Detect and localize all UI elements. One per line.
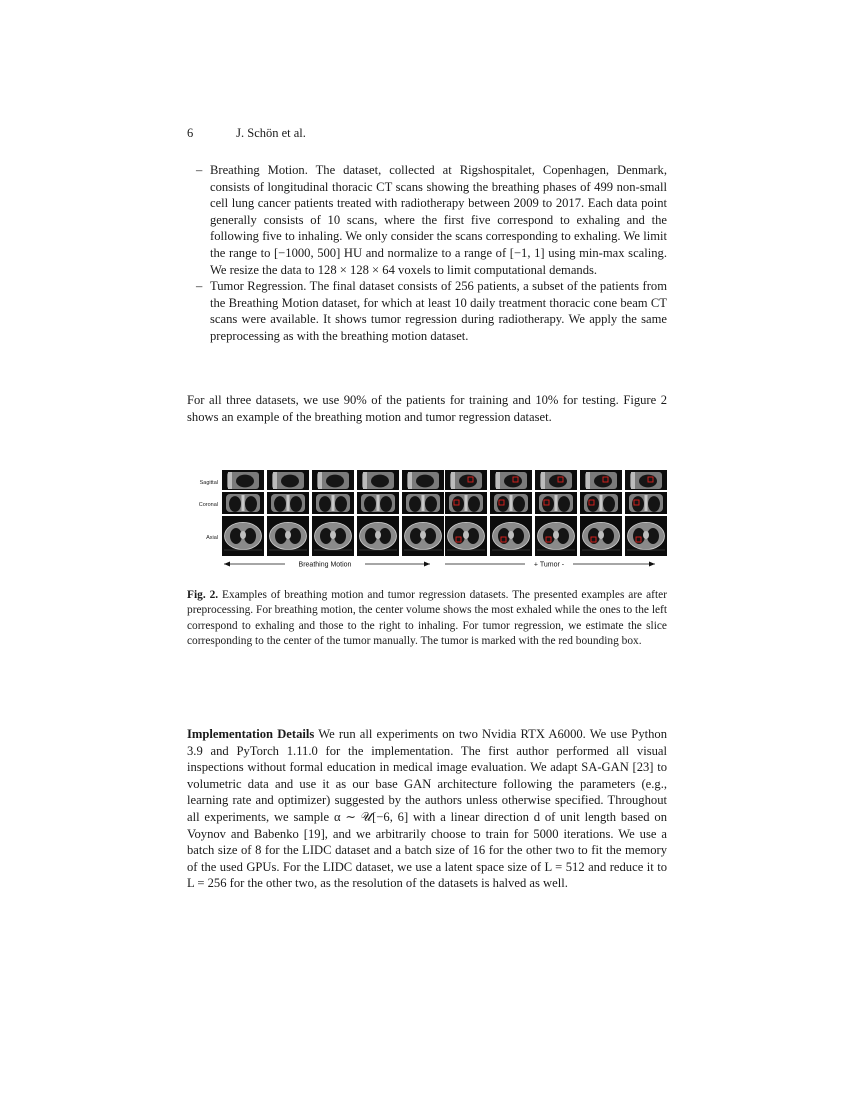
- row-label-axial: Axial: [206, 535, 218, 541]
- bullet-dash: –: [196, 163, 203, 177]
- tumor-regression-scan-r0-c4: [625, 470, 667, 490]
- bullet-breathing-motion: [187, 162, 667, 278]
- implementation-heading: Implementation Details: [187, 727, 315, 741]
- implementation-text: We run all experiments on two Nvidia RTX A6000. We use Python 3.9 and PyTorch 1.11.0 for the implementation. The first author performed all visual inspections without formal education in medical image evaluation. We adapt SA-GAN [23] to volumetric data and use it as our base GAN architecture following the parameters (e.g., learning rate and optimizer) suggested by the authors unless otherwise specified. Throughout all experiments, we sample α ∼ 𝒰[−6, 6] with a linear direction d of unit length based on Voynov and Babenko [19], and we arbitrarily choose to train for 5000 iterations. We use a batch size of 8 for the LIDC dataset and a batch size of 16 for the other two to fit the memory of the used GPUs. For the LIDC dataset, we use a latent space size of L = 512 and reduce it to L = 256 for the other two, as the resolution of the datasets is halved as well.: [187, 727, 668, 891]
- tumor-regression-scan-r2-c4: [625, 516, 667, 556]
- breathing-motion-scan-r1-c3: [357, 492, 399, 514]
- tumor-regression-scan-r1-c4: [625, 492, 667, 514]
- breathing-arrow-right-head: [424, 562, 430, 567]
- row-label-sagittal: Sagittal: [199, 480, 218, 486]
- tumor-regression-scan-r0-c0: [445, 470, 487, 490]
- tumor-regression-scan-r2-c1: [490, 516, 532, 556]
- breathing-motion-scan-r2-c4: [402, 516, 444, 556]
- breathing-motion-scan-r2-c1: [267, 516, 309, 556]
- breathing-motion-scan-r1-c1: [267, 492, 309, 514]
- tumor-regression-scan-r0-c3: [580, 470, 622, 490]
- breathing-motion-scan-r0-c2: [312, 470, 354, 490]
- tumor-regression-scan-r1-c1: [490, 492, 532, 514]
- page-header: [187, 126, 306, 141]
- tumor-regression-scan-r2-c2: [535, 516, 577, 556]
- row-label-coronal: Coronal: [198, 502, 218, 508]
- breathing-motion-scan-r0-c4: [402, 470, 444, 490]
- breathing-motion-scan-r0-c1: [267, 470, 309, 490]
- breathing-motion-scan-r0-c3: [357, 470, 399, 490]
- tumor-regression-scan-r1-c0: [445, 492, 487, 514]
- figure-2: [180, 466, 680, 576]
- bullet-text: Tumor Regression. The final dataset consists of 256 patients, a subset of the patients from the Breathing Motion dataset, for which at least 10 daily treatment thoracic cone beam CT scans were available. It shows tumor regression during radiotherapy. We apply the same preprocessing as with the breathing motion dataset.: [210, 279, 667, 343]
- running-authors: J. Schön et al.: [236, 126, 306, 140]
- breathing-arrow-left-head: [224, 562, 230, 567]
- caption-text: Examples of breathing motion and tumor regression datasets. The presented examples are after preprocessing. For breathing motion, the center volume shows the most exhaled while the ones to the left correspond to exhaling and those to the right to inhaling. For tumor regression, we estimate the slice corresponding to the center of the tumor manually. The tumor is marked with the red bounding box.: [187, 589, 667, 648]
- caption-label: Fig. 2.: [187, 589, 219, 601]
- tumor-regression-scan-r0-c1: [490, 470, 532, 490]
- breathing-motion-scan-r1-c0: [222, 492, 264, 514]
- bullet-dash: –: [196, 279, 203, 294]
- tumor-regression-scan-r0-c2: [535, 470, 577, 490]
- breathing-motion-scan-r2-c0: [222, 516, 264, 556]
- breathing-motion-scan-r2-c2: [312, 516, 354, 556]
- bullet-text: Breathing Motion. The dataset, collected at Rigshospitalet, Copenhagen, Denmark, consists of longitudinal thoracic CT scans showing the breathing phases of 499 non-small cell lung cancer patients treated with radiotherapy between 2009 to 2017. Each data point generally consists of 10 scans, where the first five correspond to exhaling and the following five to inhaling. We only consider the scans corresponding to exhaling. We limit the range to [−1000, 500] HU and normalize to a range of [−1, 1] using min-max scaling. We resize the data to 128 × 128 × 64 voxels to limit computational demands.: [210, 163, 667, 277]
- breathing-motion-scan-r1-c2: [312, 492, 354, 514]
- implementation-details-paragraph: [187, 726, 667, 892]
- tumor-regression-scan-r2-c3: [580, 516, 622, 556]
- breathing-motion-scan-r2-c3: [357, 516, 399, 556]
- page-number: 6: [187, 126, 194, 140]
- breathing-motion-scan-r1-c4: [402, 492, 444, 514]
- tumor-regression-scan-r1-c2: [535, 492, 577, 514]
- breathing-motion-scan-r0-c0: [222, 470, 264, 490]
- tumor-regression-scan-r2-c0: [445, 516, 487, 556]
- dataset-bullet-list: [187, 162, 667, 345]
- tumor-label: + Tumor -: [533, 561, 565, 569]
- bullet-tumor-regression: [187, 278, 667, 344]
- breathing-motion-label: Breathing Motion: [298, 561, 352, 569]
- figure-2-caption: [187, 588, 667, 650]
- tumor-arrow-right-head: [649, 562, 655, 567]
- datasets-split-paragraph: For all three datasets, we use 90% of the patients for training and 10% for testing. Figure 2 shows an example of the breathing motion and tumor regression dataset.: [187, 393, 667, 424]
- tumor-regression-scan-r1-c3: [580, 492, 622, 514]
